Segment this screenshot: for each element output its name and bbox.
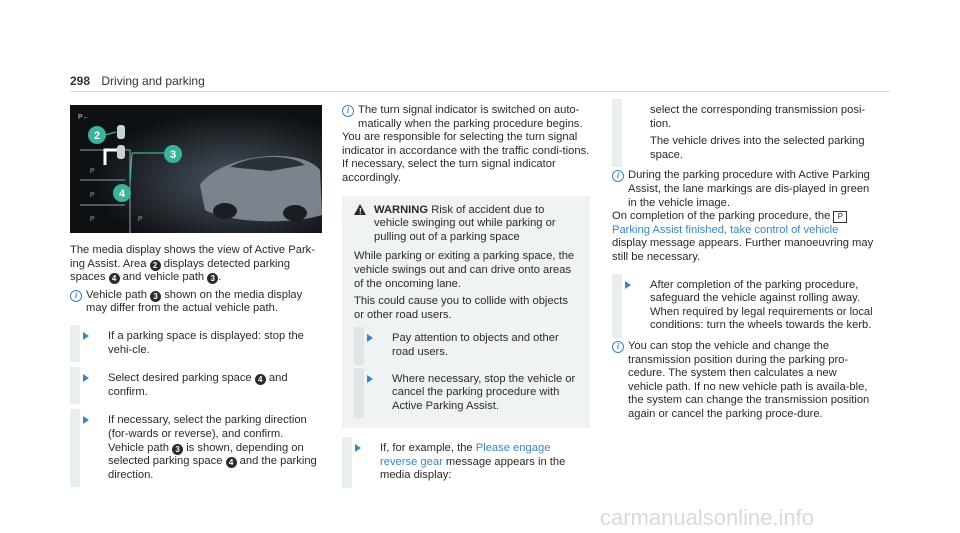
number-badge-3: 3 <box>207 273 218 284</box>
number-badge-3: 3 <box>150 291 161 302</box>
info-text: You can stop the vehicle and change the transmission position during the parking pro-cedure. The system then calculates a new vehicle path. If no new vehicle path is availa-ble, the system can change the transmission position again or cancel the parking proce-dure. <box>628 339 870 420</box>
arrow-icon <box>83 332 89 340</box>
action-step <box>342 442 590 483</box>
park-icon-label: P← <box>78 114 90 121</box>
column-1 <box>70 244 322 489</box>
action-text-a: If, for example, the <box>380 442 473 455</box>
paragraph-1: select the corresponding transmission posi-tion. <box>650 104 866 130</box>
warning-header <box>354 204 580 245</box>
callout-2-label: 2 <box>93 130 101 142</box>
callout-3-label: 3 <box>169 149 177 161</box>
callout-4-label: 4 <box>118 188 126 200</box>
caption: The media display shows the view of Active Park-ing Assist. Area 2 displays detected parking spaces 4 and vehicle path 3 . <box>70 244 315 284</box>
number-badge-3: 3 <box>172 444 183 455</box>
column-3 <box>612 104 874 421</box>
action-step-2 <box>70 372 322 399</box>
arrow-icon <box>83 416 89 424</box>
info-icon: i <box>612 170 624 182</box>
media-display-image <box>70 105 322 233</box>
warning-box <box>342 196 590 429</box>
page-number: 298 <box>70 74 91 88</box>
action-step-1 <box>70 330 322 357</box>
number-badge-2: 2 <box>150 260 161 271</box>
warning-icon <box>354 204 366 215</box>
info-note-1 <box>612 169 874 210</box>
action-text: If a parking space is displayed: stop the vehi-cle. <box>108 329 304 356</box>
number-badge-4: 4 <box>226 457 237 468</box>
parking-assist-icon: P <box>833 211 847 223</box>
action-text-a: Select desired parking space <box>108 372 252 385</box>
info-icon: i <box>342 105 354 117</box>
action-step-3 <box>70 414 322 482</box>
slot-label-2: P <box>90 192 95 199</box>
info-icon: i <box>70 290 82 302</box>
info-text: During the parking procedure with Active Parking Assist, the lane markings are dis-played in green in the vehicle image. <box>628 169 870 209</box>
action-text-b: Vehicle path <box>108 441 169 454</box>
number-badge-4: 4 <box>109 273 120 284</box>
action-step <box>612 279 874 333</box>
completion-paragraph <box>612 210 874 264</box>
paragraph: You are responsible for selecting the turn signal indicator in accordance with the traffic condi-tions. If necessary, select the turn signal indicator accordingly. <box>342 131 590 184</box>
caption-text: The media display shows the view of Active Park-ing Assist. Area <box>70 244 315 270</box>
action-text-b: When required by legal requirements or local conditions: turn the wheels towards the kerb. <box>650 305 873 332</box>
slot-label-3: P <box>90 216 95 223</box>
action-text-d: and the parking direction. <box>108 455 317 481</box>
column-2 <box>342 104 590 490</box>
page-header <box>70 74 205 88</box>
watermark: carmanualsonline.info <box>600 505 815 530</box>
action-text-b: message appears in the media display: <box>380 455 566 482</box>
completion-text-b: display message appears. Further manoeuvring may still be necessary. <box>612 237 874 263</box>
arrow-icon <box>367 375 373 383</box>
warning-paragraph-1: While parking or exiting a parking space, the vehicle swings out and can drive onto areas of the oncoming lane. <box>354 250 575 290</box>
header-rule <box>70 91 890 92</box>
warning-action-1 <box>354 332 580 359</box>
slot-label-4: P <box>138 216 143 223</box>
action-text-a: After completion of the parking procedure, safeguard the vehicle against rolling away. <box>650 278 860 305</box>
parking-illustration <box>70 105 322 233</box>
warning-paragraph-2: This could cause you to collide with objects or other road users. <box>354 295 568 321</box>
info-text-a: Vehicle path <box>86 288 147 301</box>
info-icon: i <box>612 341 624 353</box>
info-note-2 <box>612 340 874 422</box>
arrow-icon <box>83 374 89 382</box>
warning-action-2 <box>354 373 580 414</box>
action-text: Pay attention to objects and other road users. <box>392 332 559 358</box>
section-title: Driving and parking <box>101 74 205 88</box>
completion-text-a: On completion of the parking procedure, the <box>612 210 831 223</box>
warning-title: Risk of accident due to vehicle swinging out while parking or pulling out of a parking space <box>374 203 556 243</box>
continued-step <box>612 104 874 162</box>
action-text-c: is shown, depending on selected parking space <box>108 441 304 468</box>
info-text: The turn signal indicator is switched on auto-matically when the parking procedure begins. <box>358 104 583 130</box>
arrow-icon <box>355 444 361 452</box>
action-text: Where necessary, stop the vehicle or cancel the parking procedure with Active Parking Assist. <box>392 372 576 412</box>
message-link: Please engage reverse gear <box>380 442 551 468</box>
arrow-icon <box>367 334 373 342</box>
arrow-icon <box>625 281 631 289</box>
warning-label: WARNING <box>374 203 429 216</box>
info-note <box>70 289 322 316</box>
action-text-b: and confirm. <box>108 372 288 398</box>
slot-label-1: P <box>90 168 95 175</box>
info-text-b: shown on the media display may differ from the actual vehicle path. <box>86 288 303 315</box>
caption-text-end: and vehicle path <box>122 271 205 284</box>
action-text-a: If necessary, select the parking direction (for-wards or reverse), and confirm. <box>108 414 307 440</box>
caption-text-mid: displays detected parking spaces <box>70 257 290 284</box>
number-badge-4: 4 <box>255 374 266 385</box>
message-link: Parking Assist finished, take control of vehicle <box>612 223 839 236</box>
info-note <box>342 104 590 131</box>
paragraph-2: The vehicle drives into the selected parking space. <box>650 135 865 161</box>
